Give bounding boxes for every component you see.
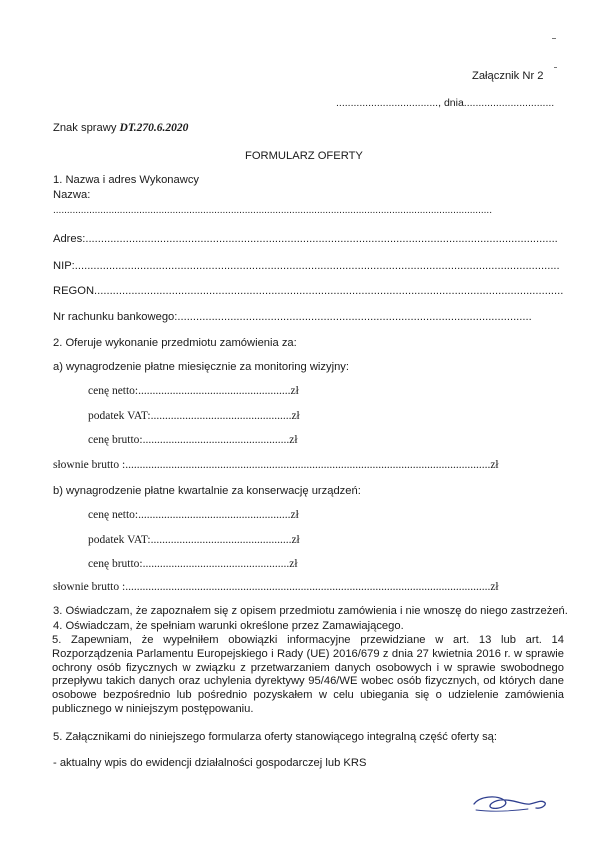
quarterly-gross-price-field: cenę brutto:...................................................zł xyxy=(88,558,298,570)
signature xyxy=(470,790,552,818)
regon-field: REGON....................................................................................................................................................... xyxy=(53,285,564,297)
scan-mark-right xyxy=(554,67,557,68)
name-label: Nazwa: xyxy=(53,189,91,201)
quarterly-fee-heading: b) wynagrodzenie płatne kwartalnie za konserwację urządzeń: xyxy=(53,485,361,497)
case-number-line xyxy=(53,122,188,134)
contractor-heading: 1. Nazwa i adres Wykonawcy xyxy=(53,174,200,186)
monthly-vat-field: podatek VAT:.................................................zł xyxy=(88,410,300,422)
date-line: ..................................., dnia............................... xyxy=(336,97,555,109)
address-field: Adres:........................................................................................................................................................ xyxy=(53,233,558,245)
case-number-label: Znak sprawy xyxy=(53,122,120,134)
signature-stroke xyxy=(474,797,545,808)
statement-attachments: 5. Załącznikami do niniejszego formularza oferty stanowiącego integralną część oferty są: xyxy=(53,731,497,743)
statement-5: 5. Zapewniam, że wypełniłem obowiązki informacyjne przewidziane w art. 13 lub art. 14 Rozporządzenia Parlamentu Europejskiego i Rady (UE) 2016/679 z dnia 27 kwietnia 2016 r. w sprawie ochrony osób fizycznych w związku z przetwarzaniem danych osobowych i w sprawie swobodnego przepływu takich danych oraz uchylenia dyrektywy 95/46/WE wobec osób fizycznych, od których dane osobowe bezpośrednio lub pośrednio pozyskałem w celu ubiegania się o udzielenie zamówienia publicznego w niniejszym postępowaniu. xyxy=(52,634,564,715)
monthly-gross-price-field: cenę brutto:...................................................zł xyxy=(88,434,298,446)
attachment-item-1: - aktualny wpis do ewidencji działalności gospodarczej lub KRS xyxy=(53,757,367,769)
nip-field: NIP:............................................................................................................................................................ xyxy=(53,260,560,272)
offer-heading: 2. Oferuje wykonanie przedmiotu zamówienia za: xyxy=(53,337,297,349)
case-number-value: DT.270.6.2020 xyxy=(119,122,189,134)
monthly-fee-heading: a) wynagrodzenie płatne miesięcznie za monitoring wizyjny: xyxy=(53,361,349,373)
quarterly-gross-in-words-field: słownie brutto :...............................................................................................................................zł xyxy=(53,581,499,593)
monthly-net-price-field: cenę netto:.....................................................zł xyxy=(88,385,299,397)
quarterly-net-price-field: cenę netto:.....................................................zł xyxy=(88,509,299,521)
form-title: FORMULARZ OFERTY xyxy=(245,150,363,162)
monthly-gross-in-words-field: słownie brutto :...............................................................................................................................zł xyxy=(53,459,499,471)
bank-account-field: Nr rachunku bankowego:.................................................................................................................. xyxy=(53,311,532,323)
statement-4: 4. Oświadczam, że spełniam warunki określone przez Zamawiającego. xyxy=(53,620,404,632)
quarterly-vat-field: podatek VAT:.................................................zł xyxy=(88,534,300,546)
scan-mark-top xyxy=(552,38,556,39)
statement-3: 3. Oświadczam, że zapoznałem się z opisem przedmiotu zamówienia i nie wnoszę do niego zastrzeżeń. xyxy=(53,605,568,617)
name-field: .............................................................................................................................................................. xyxy=(53,205,492,216)
signature-underline xyxy=(476,809,528,811)
attachment-label: Załącznik Nr 2 xyxy=(472,70,544,82)
